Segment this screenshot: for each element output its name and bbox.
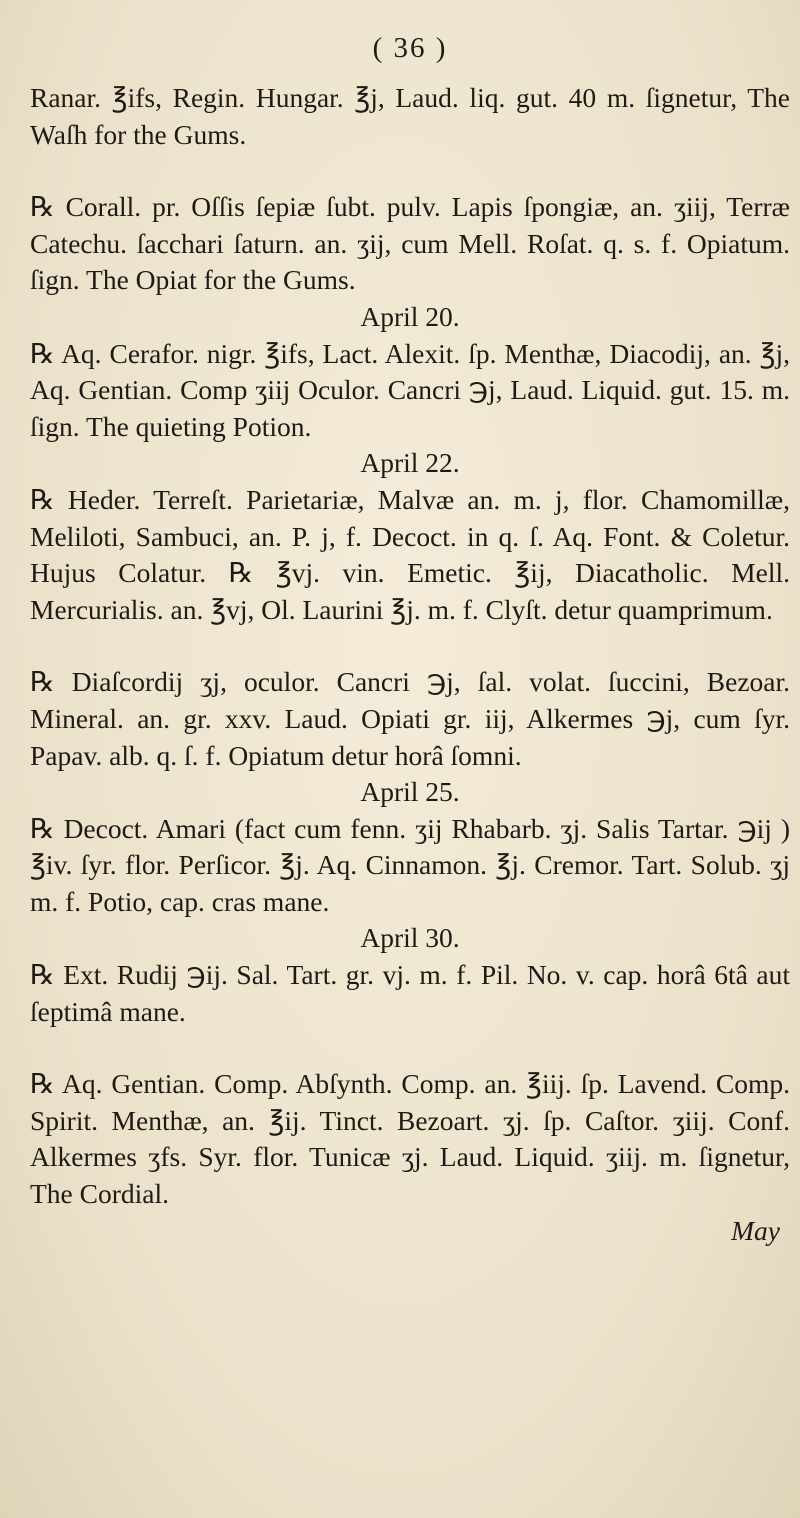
recipe-paragraph: ℞ Heder. Terreſt. Parietariæ, Malvæ an. m. j, flor. Chamomillæ, Meliloti, Sambuci, an. P. j, f. Decoct. in q. ſ. Aq. Font. & Coletur. Hujus Colatur. ℞ ℥vj. vin. Emetic. ℥ij, Diacatholic. Mell. Mercurialis. an. ℥vj, Ol. Laurini ℥j. m. f. Clyſt. detur quamprimum.: [30, 483, 790, 625]
date-heading: April 22.: [360, 447, 460, 479]
recipe-paragraph: ℞ Ext. Rudij ℈ij. Sal. Tart. gr. vj. m. f. Pil. No. v. cap. horâ 6tâ aut ſeptimâ mane.: [30, 959, 790, 1027]
recipe-paragraph: ℞ Diaſcordij ʒj, oculor. Cancri ℈j, ſal. volat. ſuccini, Bezoar. Mineral. an. gr. xxv. Laud. Opiati gr. iij, Alkermes ℈j, cum ſyr. Papav. alb. q. ſ. f. Opiatum detur horâ ſomni.: [30, 666, 790, 771]
page-number: ( 36 ): [372, 32, 448, 64]
date-heading: April 20.: [360, 300, 460, 332]
page-body: [30, 80, 790, 1249]
catchword: May: [731, 1214, 780, 1246]
recipe-paragraph: ℞ Aq. Cerafor. nigr. ℥ifs, Lact. Alexit. ſp. Menthæ, Diacodij, an. ℥j, Aq. Gentian. Comp ʒiij Oculor. Cancri ℈j, Laud. Liquid. gut. 15. m. ſign. The quieting Potion.: [30, 337, 790, 442]
date-heading: April 30.: [360, 922, 460, 954]
recipe-paragraph: ℞ Corall. pr. Oſſis ſepiæ ſubt. pulv. Lapis ſpongiæ, an. ʒiij, Terræ Catechu. ſacchari ſaturn. an. ʒij, cum Mell. Roſat. q. s. f. Opiatum. ſign. The Opiat for the Gums.: [30, 191, 790, 296]
recipe-paragraph: ℞ Aq. Gentian. Comp. Abſynth. Comp. an. ℥iij. ſp. Lavend. Comp. Spirit. Menthæ, an. ℥ij. Tinct. Bezoart. ʒj. ſp. Caſtor. ʒiij. Conf. Alkermes ʒfs. Syr. flor. Tunicæ ʒj. Laud. Liquid. ʒiij. m. ſignetur, The Cordial.: [30, 1068, 790, 1210]
date-heading: April 25.: [360, 776, 460, 808]
recipe-paragraph: ℞ Decoct. Amari (fact cum fenn. ʒij Rhabarb. ʒj. Salis Tartar. ℈ij ) ℥iv. ſyr. flor. Perſicor. ℥j. Aq. Cinnamon. ℥j. Cremor. Tart. Solub. ʒj m. f. Potio, cap. cras mane.: [30, 812, 790, 917]
book-page: [30, 28, 790, 1498]
recipe-paragraph: Ranar. ℥ifs, Regin. Hungar. ℥j, Laud. liq. gut. 40 m. ſignetur, The Waſh for the Gums.: [30, 82, 790, 150]
